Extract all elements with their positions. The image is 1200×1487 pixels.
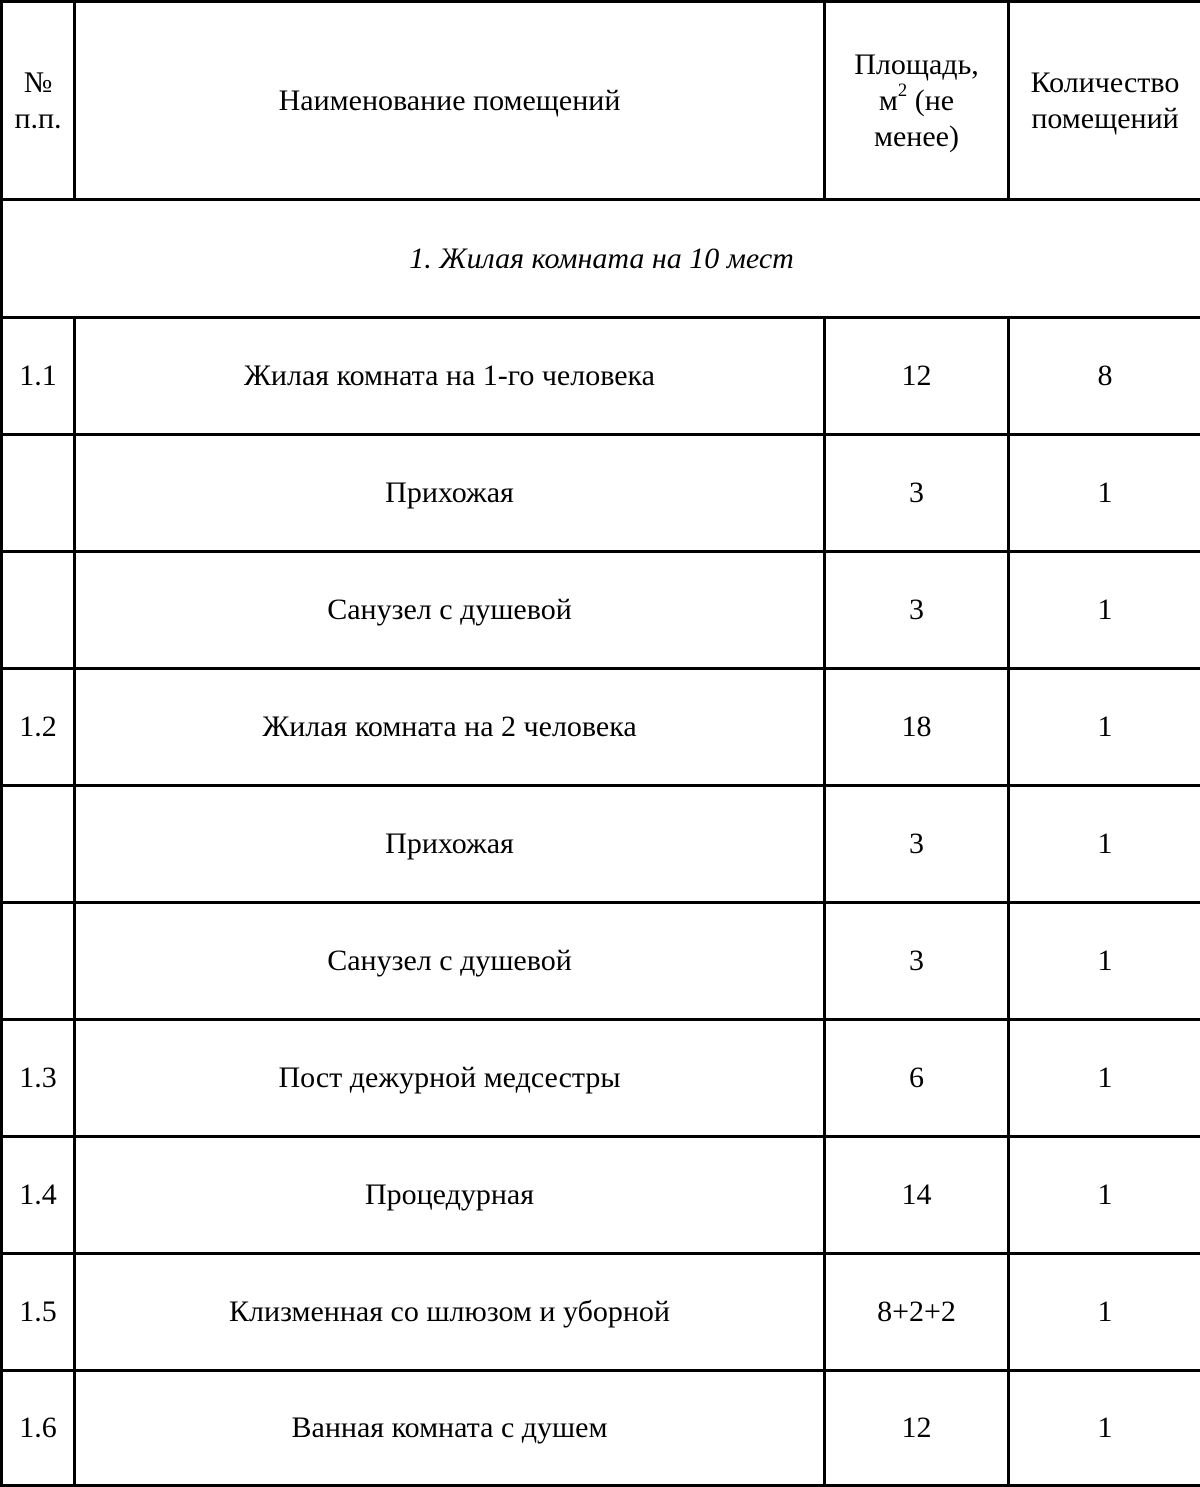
- row-count: 8: [1009, 318, 1200, 435]
- header-count: [1009, 2, 1200, 200]
- row-area: 14: [825, 1137, 1009, 1254]
- header-count-line2: помещений: [1031, 102, 1178, 135]
- row-room-name: Прихожая: [75, 435, 825, 552]
- row-count: 1: [1009, 1254, 1200, 1371]
- header-count-line1: Количество: [1031, 66, 1180, 99]
- row-area: 3: [825, 552, 1009, 669]
- header-number: [2, 2, 75, 200]
- row-room-name: Прихожая: [75, 786, 825, 903]
- section-row: [2, 200, 1200, 318]
- row-number: [2, 786, 75, 903]
- table-row: [2, 1137, 1200, 1254]
- row-room-name: Жилая комната на 2 человека: [75, 669, 825, 786]
- row-number: [2, 435, 75, 552]
- row-room-name: Пост дежурной медсестры: [75, 1020, 825, 1137]
- header-number-line1: №: [24, 66, 53, 99]
- row-count: 1: [1009, 903, 1200, 1020]
- header-number-line2: п.п.: [14, 102, 61, 135]
- row-room-name: Санузел с душевой: [75, 552, 825, 669]
- row-number: 1.2: [2, 669, 75, 786]
- header-area-line3: менее): [874, 120, 959, 153]
- header-room-name-text: Наименование помещений: [279, 84, 621, 117]
- row-count: 1: [1009, 1020, 1200, 1137]
- row-count: 1: [1009, 786, 1200, 903]
- table-row: [2, 318, 1200, 435]
- table-row: [2, 1020, 1200, 1137]
- row-number: [2, 552, 75, 669]
- table-row: [2, 1371, 1200, 1486]
- table-row: [2, 669, 1200, 786]
- table-row: [2, 903, 1200, 1020]
- row-number: 1.6: [2, 1371, 75, 1486]
- row-room-name: Санузел с душевой: [75, 903, 825, 1020]
- header-area-unit: м: [879, 84, 898, 117]
- row-room-name: Жилая комната на 1-го человека: [75, 318, 825, 435]
- section-title: 1. Жилая комната на 10 мест: [2, 200, 1200, 318]
- header-room-name: [75, 2, 825, 200]
- table-row: [2, 552, 1200, 669]
- row-area: 12: [825, 1371, 1009, 1486]
- table-row: [2, 435, 1200, 552]
- row-number: 1.1: [2, 318, 75, 435]
- row-number: 1.3: [2, 1020, 75, 1137]
- row-number: 1.5: [2, 1254, 75, 1371]
- table-row: [2, 1254, 1200, 1371]
- row-count: 1: [1009, 669, 1200, 786]
- row-area: 3: [825, 903, 1009, 1020]
- row-area: 3: [825, 435, 1009, 552]
- row-count: 1: [1009, 435, 1200, 552]
- row-area: 18: [825, 669, 1009, 786]
- row-room-name: Ванная комната с душем: [75, 1371, 825, 1486]
- header-area-superscript: 2: [898, 80, 907, 101]
- row-count: 1: [1009, 1371, 1200, 1486]
- row-area: 3: [825, 786, 1009, 903]
- row-number: [2, 903, 75, 1020]
- row-room-name: Процедурная: [75, 1137, 825, 1254]
- row-room-name: Клизменная со шлюзом и уборной: [75, 1254, 825, 1371]
- header-area-line2-rest: (не: [907, 84, 954, 117]
- row-number: 1.4: [2, 1137, 75, 1254]
- row-area: 8+2+2: [825, 1254, 1009, 1371]
- row-count: 1: [1009, 552, 1200, 669]
- header-area-line1: Площадь,: [854, 48, 979, 81]
- table-row: [2, 786, 1200, 903]
- row-area: 6: [825, 1020, 1009, 1137]
- row-count: 1: [1009, 1137, 1200, 1254]
- header-area: [825, 2, 1009, 200]
- row-area: 12: [825, 318, 1009, 435]
- header-row: [2, 2, 1200, 200]
